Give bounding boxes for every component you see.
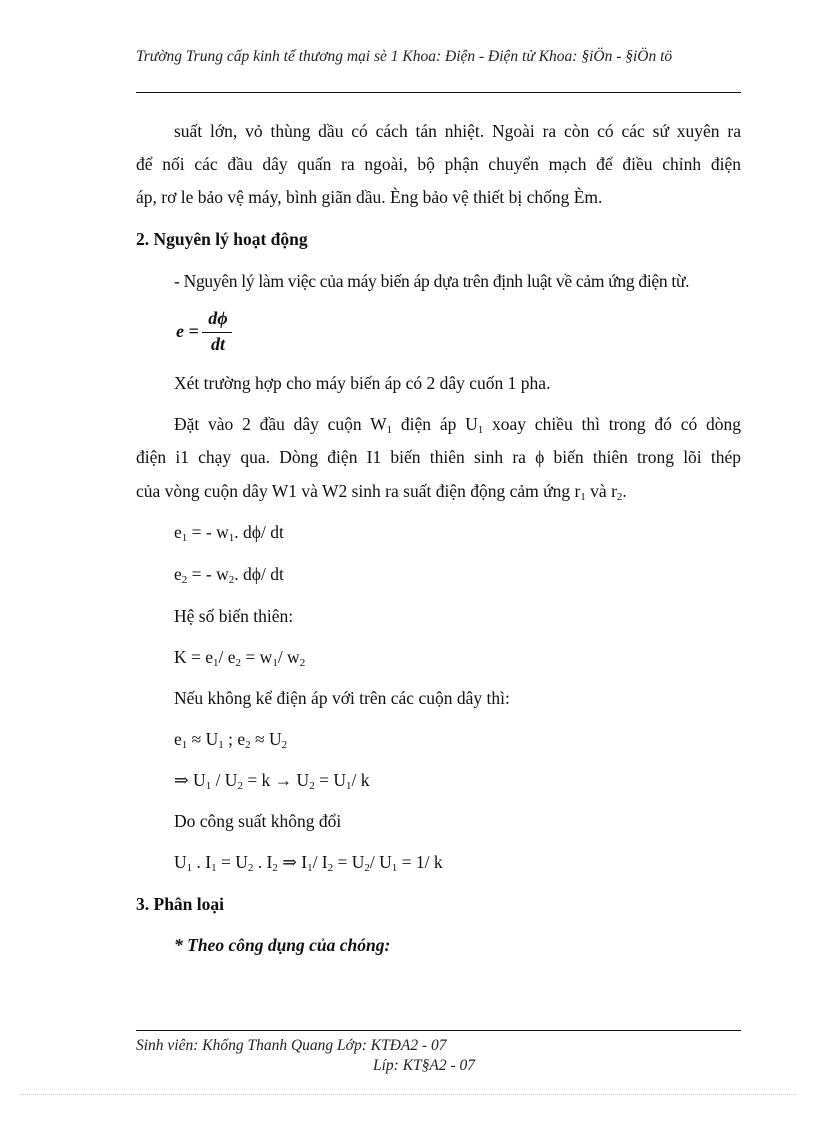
paragraph-line: Đặt vào 2 đầu dây cuộn $W_1$ điện áp $U_1$ xoay chiều thì trong đó có dòng — [174, 414, 741, 436]
neglect-text: Nếu không kể điện áp với trên các cuộn dây thì: — [174, 688, 510, 708]
section-heading-2: 2. Nguyên lý hoạt động — [136, 229, 308, 249]
paragraph-line: của vòng cuộn dây W1 và W2 sinh ra suất điện động cảm ứng $r_1$ và $r_2$. — [136, 481, 627, 503]
equation-e2: $e_2$ = - $w_2$. dϕ/ dt — [174, 564, 284, 586]
paragraph-line: suất lớn, vỏ thùng dầu có cách tán nhiệt. Ngoài ra còn có các sứ xuyên ra — [174, 121, 741, 141]
footer-class: Líp: KT§A2 - 07 — [373, 1057, 476, 1074]
formula-lhs: e = — [176, 321, 199, 341]
paragraph-line: điện i1 chạy qua. Dòng điện I1 biến thiên sinh ra ϕ biến thiên trong lõi thép — [136, 447, 741, 467]
page-header: Trường Trung cấp kinh tế thương mại sè 1 Khoa: Điện - Điện tử Khoa: §iÖn - §iÖn tö — [136, 48, 673, 65]
equation-power: $U_1$ . $I_1 = U_2$ . $I_2$ ⇒ $I_1/$ $I_2 = U_2/$ $U_1 = 1/$ k — [174, 852, 443, 874]
equation-k: $K = e_1/$ $e_2 = w_1/$ $w_2$ — [174, 647, 306, 669]
section-heading-3: 3. Phân loại — [136, 894, 225, 914]
principle-text: - Nguyên lý làm việc của máy biến áp dựa trên định luật về cảm ứng điện từ. — [174, 271, 690, 291]
formula-numerator: dϕ — [208, 308, 228, 328]
paragraph-line: để nối các đầu dây quấn ra ngoài, bộ phận chuyển mạch để điều chỉnh điện — [136, 154, 741, 174]
coefficient-label: Hệ số biến thiên: — [174, 606, 294, 626]
paragraph-line: áp, rơ le bảo vệ máy, bình giãn dầu. Èng bảo vệ thiết bị chống Èm. — [136, 187, 603, 207]
formula-denominator: dt — [210, 334, 225, 354]
page-bottom-edge — [20, 1094, 796, 1095]
equation-e1: $e_1$ = - $w_1$. dϕ/ dt — [174, 522, 284, 544]
footer-divider — [136, 1030, 741, 1031]
equation-ratio: ⇒ $U_1 / U_2 = k \to U_2 = U_1/$ k — [174, 770, 370, 792]
subsection-heading: * Theo công dụng của chóng: — [174, 935, 391, 955]
footer-student: Sinh viên: Khổng Thanh Quang Lớp: KTĐA2 - 07 — [136, 1037, 447, 1054]
constant-power-text: Do công suất không đổi — [174, 811, 342, 831]
header-divider — [136, 92, 741, 93]
emf-formula — [173, 306, 253, 356]
fraction-bar — [202, 332, 232, 333]
consider-text: Xét trường hợp cho máy biến áp có 2 dây cuốn 1 pha. — [174, 373, 551, 393]
equation-approx: $e_1 \approx U_1$ ; $e_2 \approx U_2$ — [174, 729, 288, 751]
